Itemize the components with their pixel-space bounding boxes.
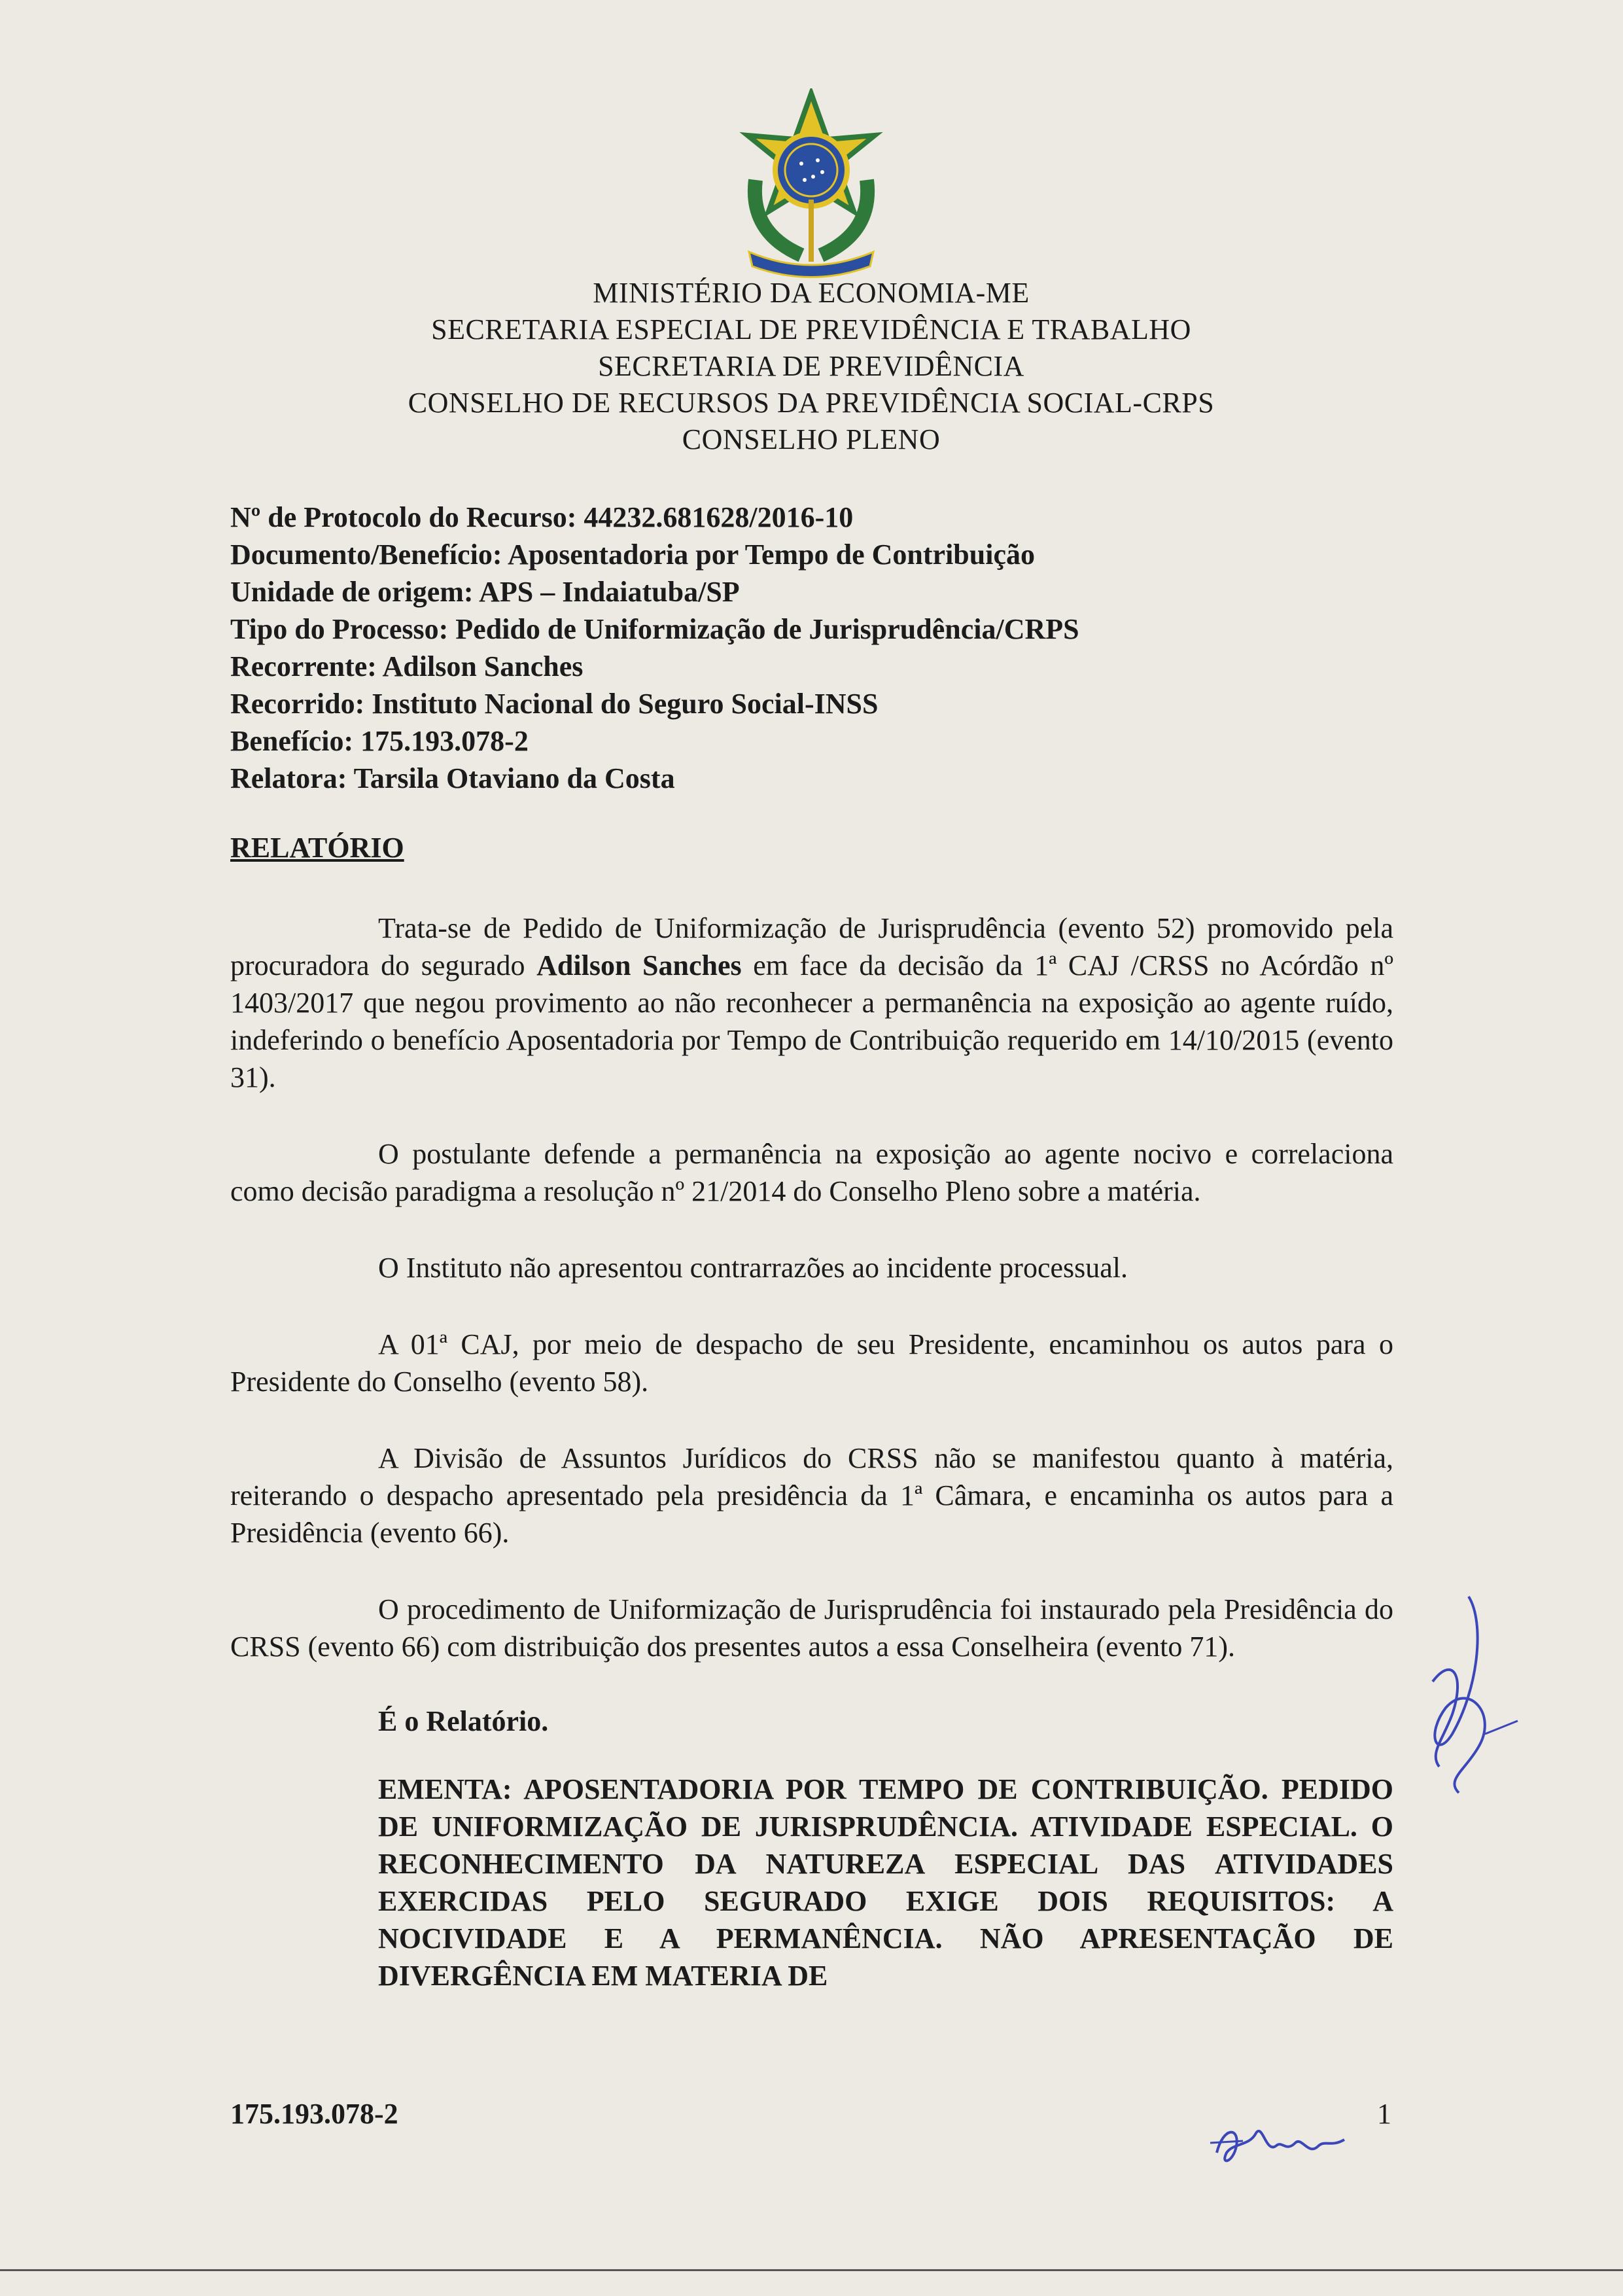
meta-rapporteur: Relatora: Tarsila Otaviano da Costa <box>230 762 675 794</box>
footer-benefit-number: 175.193.078-2 <box>230 2098 398 2130</box>
header-council: CONSELHO DE RECURSOS DA PREVIDÊNCIA SOCIAL-CRPS <box>408 387 1215 419</box>
brazil-coat-of-arms-icon <box>729 88 893 285</box>
paragraph: A Divisão de Assuntos Jurídicos do CRSS não se manifestou quanto à matéria, reiterando o despacho apresentado pela presidência da 1ª Câmara, e encaminha os autos para a Presidência (evento 66). <box>230 1442 1393 1549</box>
meta-process-type: Tipo do Processo: Pedido de Uniformização de Jurisprudência/CRPS <box>230 613 1079 645</box>
header-ministry: MINISTÉRIO DA ECONOMIA-ME <box>593 277 1030 309</box>
case-metadata <box>230 499 1408 797</box>
report-closing: É o Relatório. <box>378 1705 549 1737</box>
meta-benefit: Benefício: 175.193.078-2 <box>230 725 529 757</box>
ementa: EMENTA: APOSENTADORIA POR TEMPO DE CONTRIBUIÇÃO. PEDIDO DE UNIFORMIZAÇÃO DE JURISPRUDÊNCIA. ATIVIDADE ESPECIAL. O RECONHECIMENTO DA NATUREZA ESPECIAL DAS ATIVIDADES EXERCIDAS PELO SEGURADO EXIGE DOIS REQUISITOS: A NOCIVIDADE E A PERMANÊNCIA. NÃO APRESENTAÇÃO DE DIVERGÊNCIA EM MATERIA DE <box>378 1773 1393 1992</box>
paragraph <box>230 910 1393 1096</box>
paragraph: O Instituto não apresentou contrarrazões ao incidente processual. <box>378 1252 1128 1284</box>
meta-protocol: Nº de Protocolo do Recurso: 44232.681628/2016-10 <box>230 501 854 533</box>
meta-appellant: Recorrente: Adilson Sanches <box>230 650 584 682</box>
bottom-rule <box>0 2269 1623 2271</box>
document-header <box>229 275 1393 458</box>
signature-costa-icon <box>1204 2107 1361 2179</box>
meta-origin-unit: Unidade de origem: APS – Indaiatuba/SP <box>230 576 740 608</box>
paragraph: O procedimento de Uniformização de Jurisprudência foi instaurado pela Presidência do CRSS (evento 66) com distribuição dos presentes autos a essa Conselheira (evento 71). <box>230 1593 1393 1663</box>
header-special-secretariat: SECRETARIA ESPECIAL DE PREVIDÊNCIA E TRABALHO <box>431 313 1191 345</box>
header-secretariat: SECRETARIA DE PREVIDÊNCIA <box>598 350 1024 382</box>
meta-appellee: Recorrido: Instituto Nacional do Seguro Social-INSS <box>230 688 879 720</box>
section-title: RELATÓRIO <box>230 832 404 864</box>
paragraph-text: em face da decisão da 1ª CAJ /CRSS no Acórdão nº 1403/2017 que negou provimento ao não reconhecer a permanência na exposição ao agente ruído, indeferindo o benefício Aposentadoria por Tempo de Contribuição requerido em 14/10/2015 (evento 31). <box>230 949 1393 1093</box>
signature-initials-icon <box>1406 1583 1531 1806</box>
paragraph: O postulante defende a permanência na exposição ao agente nocivo e correlaciona como decisão paradigma a resolução nº 21/2014 do Conselho Pleno sobre a matéria. <box>230 1138 1393 1207</box>
page-number: 1 <box>1377 2098 1391 2130</box>
meta-document: Documento/Benefício: Aposentadoria por Tempo de Contribuição <box>230 539 1036 571</box>
paragraph-text: Trata-se de Pedido de Uniformização de Jurisprudência (evento 52) promovido pela procuradora do segurado <box>230 912 1393 981</box>
insured-name: Adilson Sanches <box>536 949 742 981</box>
paragraph: A 01ª CAJ, por meio de despacho de seu Presidente, encaminhou os autos para o Presidente do Conselho (evento 58). <box>230 1328 1393 1398</box>
header-plenary: CONSELHO PLENO <box>682 423 941 455</box>
report-body <box>230 910 1393 1994</box>
